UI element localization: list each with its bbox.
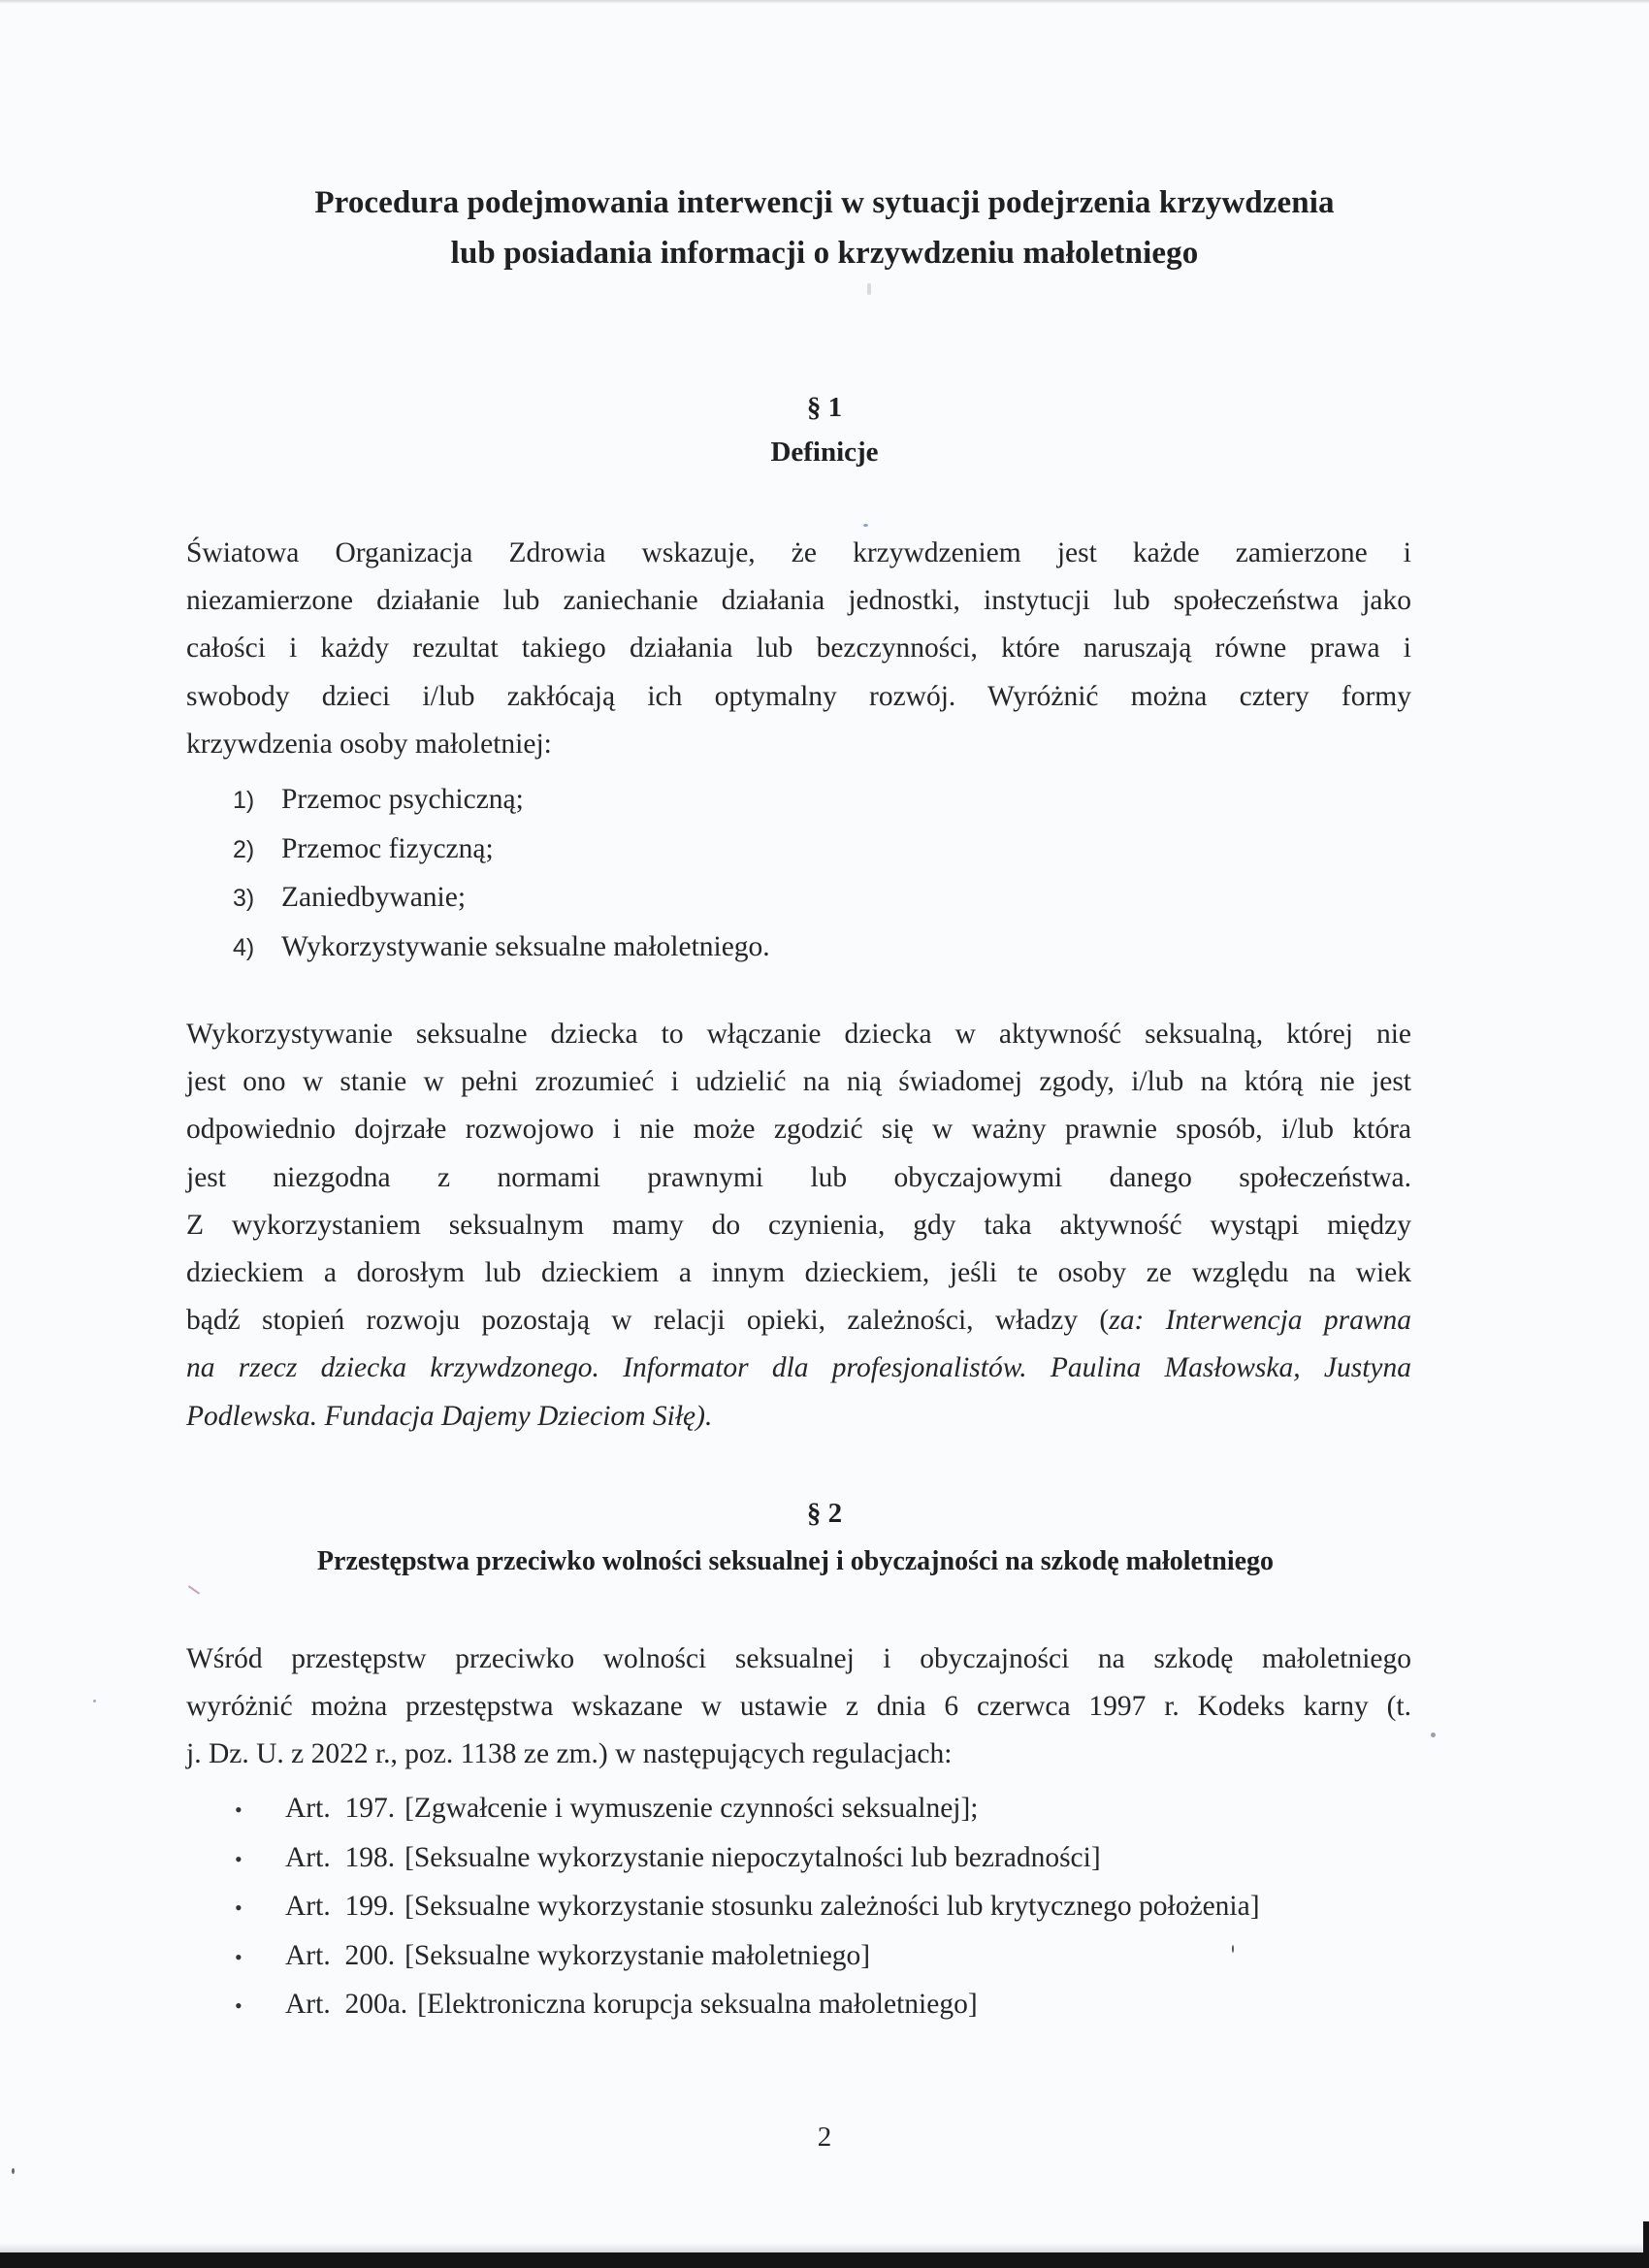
list-number: 2) xyxy=(233,835,255,863)
section-2-heading: Przestępstwa przeciwko wolności seksualnej i obyczajności na szkodę małoletniego xyxy=(316,1546,1275,1576)
section-1-paragraph-1 xyxy=(186,530,1411,768)
page-number: 2 xyxy=(817,2122,832,2153)
list-item-text: Wykorzystywanie seksualne małoletniego. xyxy=(281,930,770,962)
article-title: [Zgwałcenie i wymuszenie czynności seksualnej]; xyxy=(404,1793,979,1824)
citation-line xyxy=(186,1393,1411,1441)
scan-speck xyxy=(12,2168,15,2174)
article-title: [Seksualne wykorzystanie niepoczytalności lub bezradności] xyxy=(404,1841,1101,1873)
scan-edge-top xyxy=(0,0,1649,4)
list-item xyxy=(233,1981,1445,2030)
title-line-1: Procedura podejmowania interwencji w sytuacji podejrzenia krzywdzenia xyxy=(314,185,1335,220)
list-item xyxy=(233,1834,1445,1884)
list-number: 4) xyxy=(233,933,255,961)
text-line: j. Dz. U. z 2022 r., poz. 1138 ze zm.) w następujących regulacjach: xyxy=(186,1738,953,1770)
text-line: niezamierzone działanie lub zaniechanie działania jednostki, instytucji lub społeczeństwa jako xyxy=(186,585,1411,617)
article-label: Art. 200a. xyxy=(285,1989,408,2021)
text-line: całości i każdy rezultat takiego działania lub bezczynności, które naruszają równe prawa i xyxy=(186,632,1411,664)
title-line-2: lub posiadania informacji o krzywdzeniu małoletniego xyxy=(450,236,1199,271)
bullet-icon: • xyxy=(235,1895,242,1921)
text-line: odpowiednio dojrzałe rozwojowo i nie może zgodzić się w ważny prawnie sposób, i/lub która xyxy=(186,1114,1411,1146)
bullet-icon: • xyxy=(235,1798,242,1822)
scan-speck xyxy=(1431,1733,1436,1737)
citation-italic: Podlewska. Fundacja Dajemy Dzieciom Siłę xyxy=(186,1400,696,1432)
scan-speck xyxy=(1232,1945,1234,1953)
document-title xyxy=(116,178,1533,278)
list-number: 3) xyxy=(233,885,255,912)
article-title: [Seksualne wykorzystanie małoletniego] xyxy=(404,1939,871,1971)
article-label: Art. 198. xyxy=(285,1841,396,1873)
text-line: Z wykorzystaniem seksualnym mamy do czynienia, gdy taka aktywność wystąpi między xyxy=(186,1209,1411,1241)
text-line: wyróżnić można przestępstwa wskazane w ustawie z dnia 6 czerwca 1997 r. Kodeks karny (t. xyxy=(186,1691,1411,1723)
forms-of-abuse-list xyxy=(233,776,1397,972)
citation-italic: za: Interwencja prawna xyxy=(1109,1305,1411,1337)
bullet-icon: • xyxy=(235,1944,242,1969)
text-line: dzieckiem a dorosłym lub dzieckiem a innym dzieckiem, jeśli te osoby ze względu na wiek xyxy=(186,1257,1411,1289)
text-line-with-citation xyxy=(186,1297,1411,1345)
scan-speck xyxy=(867,283,871,295)
list-item xyxy=(233,923,1397,973)
bullet-icon: • xyxy=(235,1993,242,2019)
text-plain: bądź stopień rozwoju pozostają w relacji opieki, zależności, władzy ( xyxy=(186,1305,1110,1337)
penal-code-articles-list xyxy=(233,1785,1445,2030)
text-line: Wśród przestępstw przeciwko wolności seksualnej i obyczajności na szkodę małoletniego xyxy=(186,1643,1411,1674)
citation-italic: na rzecz dziecka krzywdzonego. Informator dla profesjonalistów. Paulina Masłowska, Justyna xyxy=(186,1352,1411,1384)
text-line: swobody dzieci i/lub zakłócają ich optymalny rozwój. Wyróżnić można cztery formy xyxy=(186,680,1411,712)
text-line: jest niezgodna z normami prawnymi lub obyczajowymi danego społeczeństwa. xyxy=(186,1161,1411,1193)
scan-speck xyxy=(188,1585,201,1595)
list-item-text: Zaniedbywanie; xyxy=(281,882,467,913)
list-item xyxy=(233,1883,1445,1932)
article-title: [Elektroniczna korupcja seksualna małoletniego] xyxy=(417,1989,978,2021)
scan-speck xyxy=(93,1700,96,1702)
list-item xyxy=(233,874,1397,923)
article-number: 200. xyxy=(344,1939,396,1971)
text-line: jest ono w stanie w pełni zrozumieć i udzielić na nią świadomej zgody, i/lub na którą nie jest xyxy=(186,1066,1411,1098)
section-2-paragraph xyxy=(186,1636,1411,1779)
citation-end: ). xyxy=(695,1400,713,1432)
section-1-heading: Definicje xyxy=(770,437,879,468)
list-item xyxy=(233,776,1397,826)
section-1-number: § 1 xyxy=(806,392,843,423)
article-label: Art. 197. xyxy=(285,1793,396,1824)
list-item xyxy=(233,1932,1445,1982)
scan-speck xyxy=(863,524,868,527)
text-line: krzywdzenia osoby małoletniej: xyxy=(186,728,552,760)
article-title: [Seksualne wykorzystanie stosunku zależności lub krytycznego położenia] xyxy=(404,1891,1260,1923)
list-item-text: Przemoc psychiczną; xyxy=(281,784,524,815)
scan-edge-bottom xyxy=(0,2252,1649,2268)
article-number: 197. xyxy=(344,1793,396,1824)
list-item xyxy=(233,1785,1445,1834)
citation-line xyxy=(186,1345,1411,1392)
scan-edge-shadow xyxy=(0,2243,1649,2252)
article-number: 200a. xyxy=(344,1989,408,2021)
article-number: 199. xyxy=(344,1891,396,1923)
text-line: Światowa Organizacja Zdrowia wskazuje, że krzywdzeniem jest każde zamierzone i xyxy=(186,537,1411,568)
list-number: 1) xyxy=(233,787,255,814)
section-1-paragraph-2 xyxy=(186,1011,1411,1441)
list-item-text: Przemoc fizyczną; xyxy=(281,832,494,864)
article-label: Art. 200. xyxy=(285,1939,396,1971)
text-line: Wykorzystywanie seksualne dziecka to włączanie dziecka w aktywność seksualną, której nie xyxy=(186,1019,1411,1050)
article-number: 198. xyxy=(344,1841,396,1873)
section-2-number: § 2 xyxy=(806,1498,843,1529)
bullet-icon: • xyxy=(235,1846,242,1871)
list-item xyxy=(233,826,1397,875)
scan-edge-right xyxy=(1643,2221,1649,2268)
article-label: Art. 199. xyxy=(285,1891,396,1923)
